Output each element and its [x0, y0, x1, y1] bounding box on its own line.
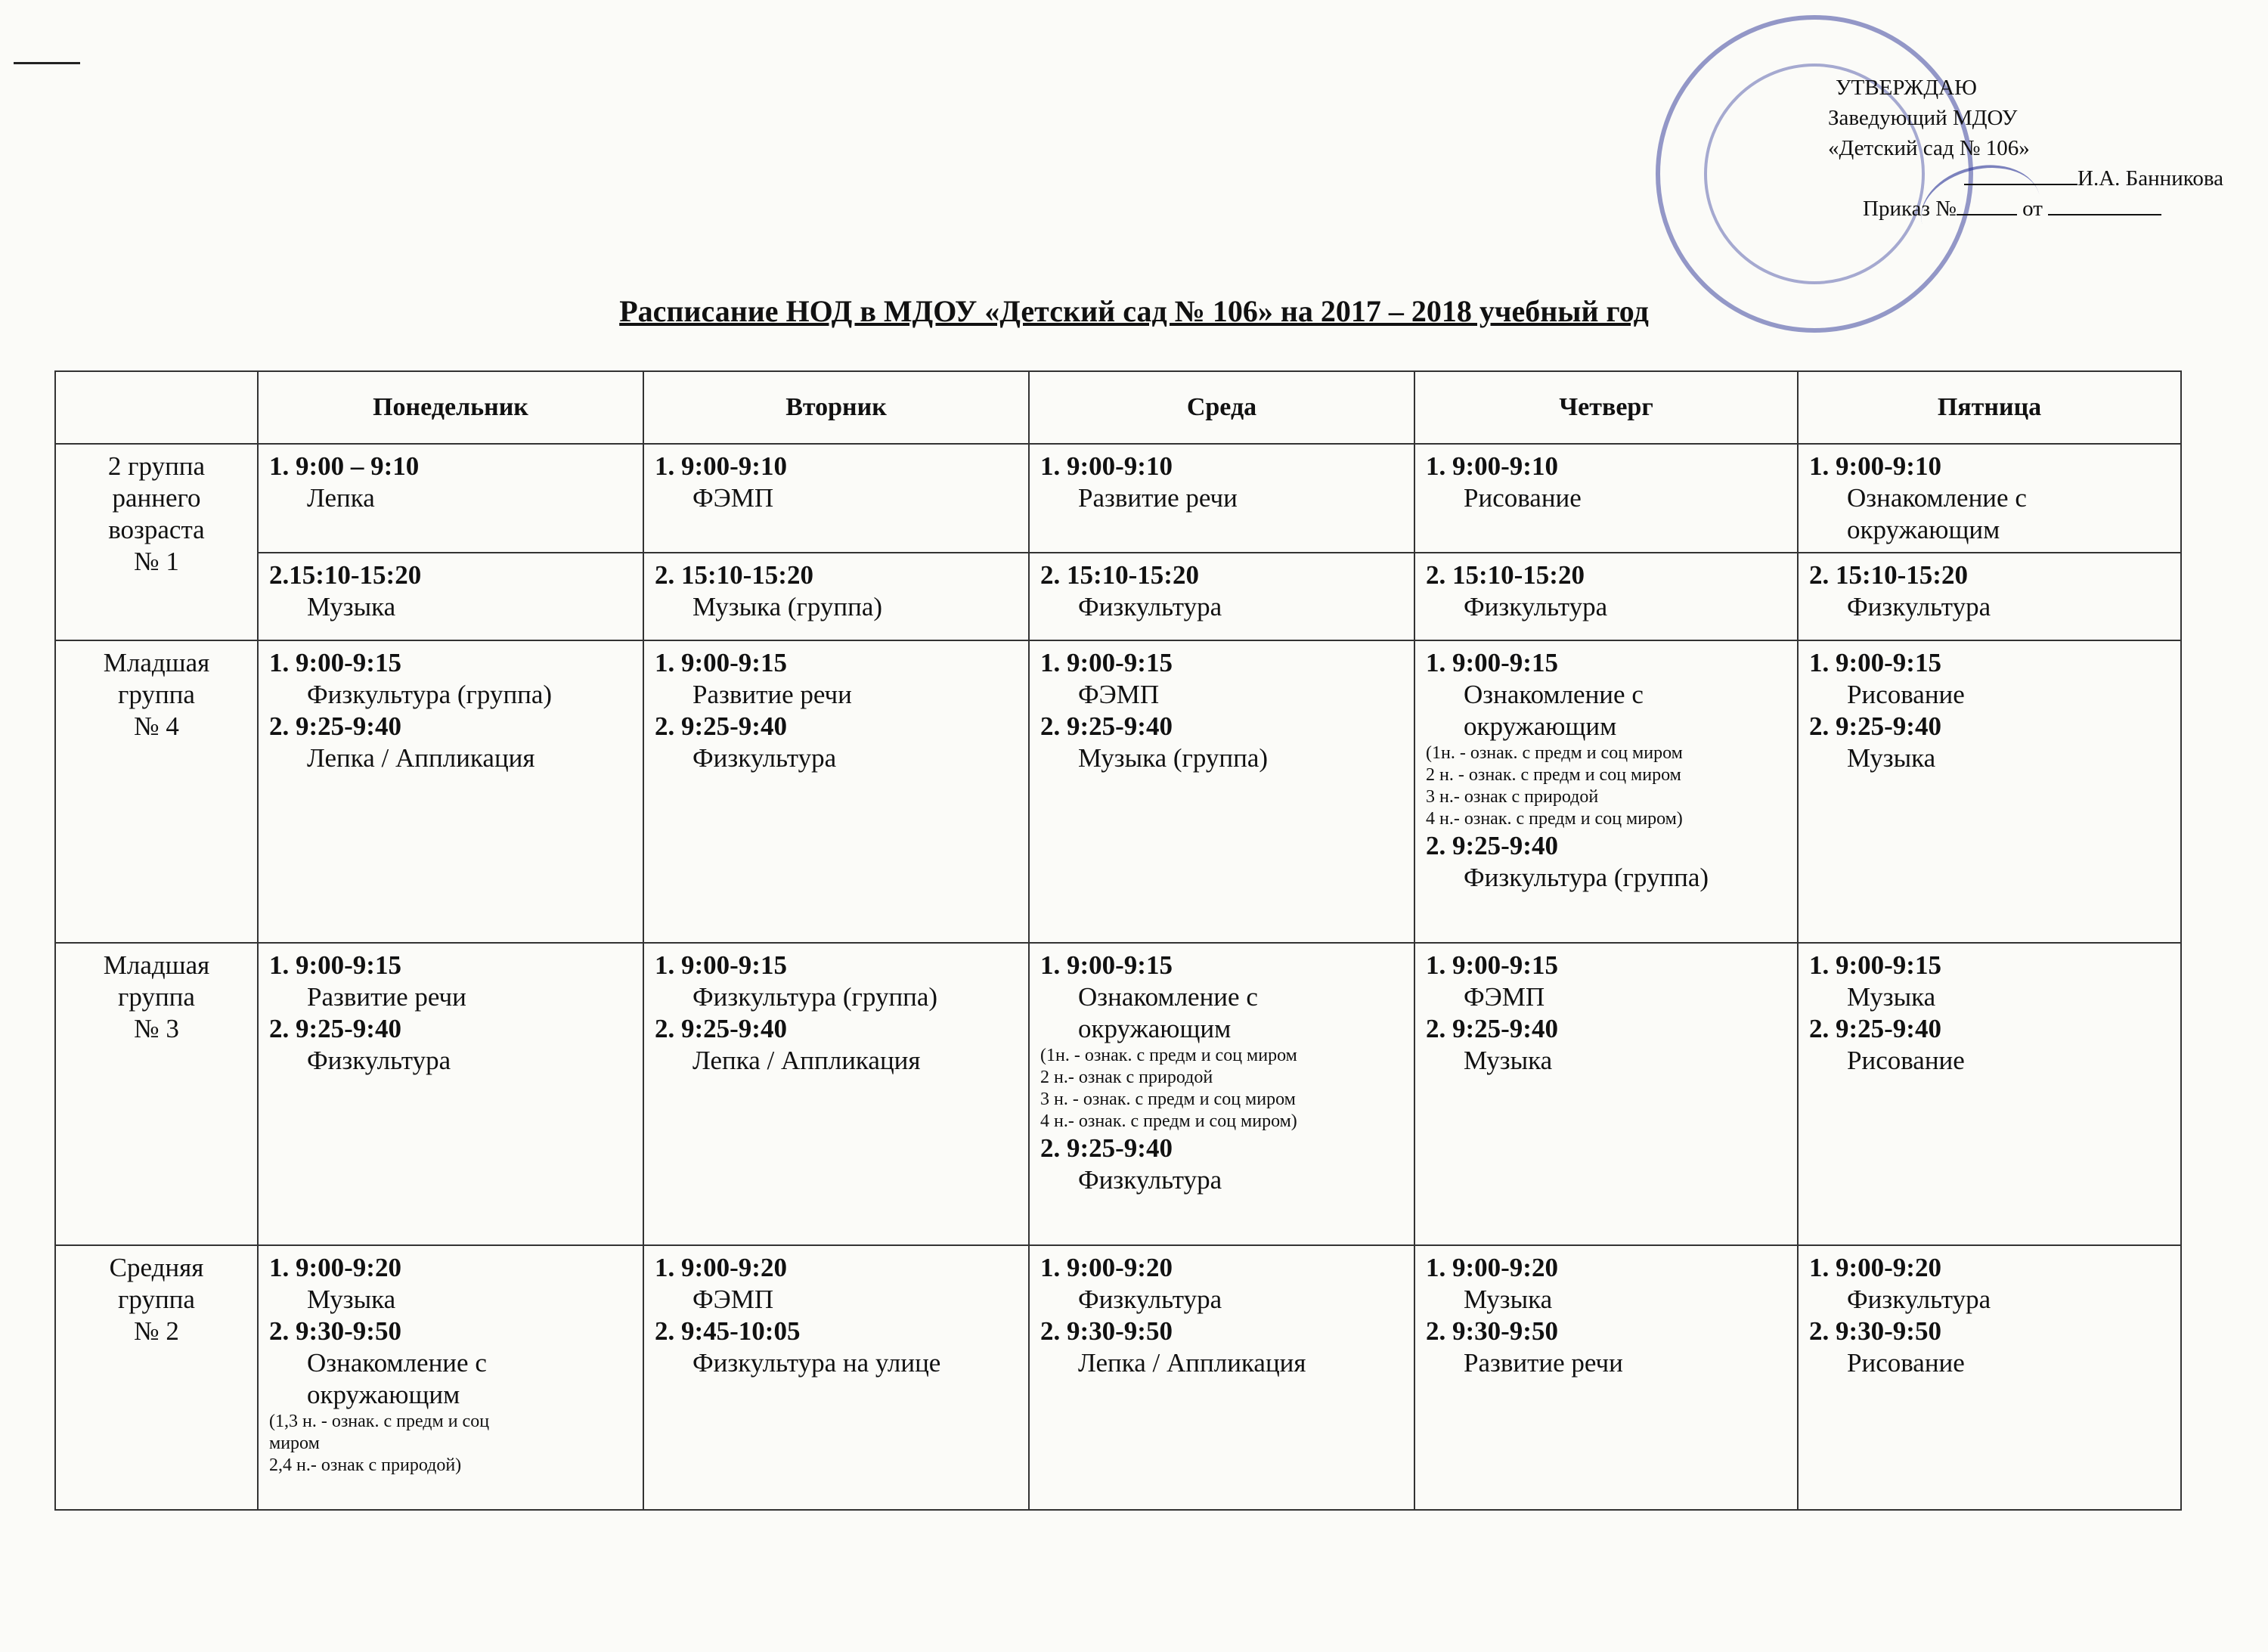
approval-position: Заведующий МДОУ: [1828, 106, 2018, 130]
group-name: 2 группа раннего возраста № 1: [55, 444, 258, 640]
lesson-cell: 1. 9:00-9:15 Физкультура (группа) 2. 9:25-9:40 Лепка / Аппликация: [258, 640, 643, 943]
lesson-cell: 1. 9:00-9:20 ФЭМП 2. 9:45-10:05 Физкультура на улице: [643, 1245, 1029, 1510]
lesson-cell: 1. 9:00-9:10 ФЭМП: [643, 444, 1029, 553]
lesson-cell: 1. 9:00-9:15 Развитие речи 2. 9:25-9:40 Физкультура: [258, 943, 643, 1245]
document-title: Расписание НОД в МДОУ «Детский сад № 106» на 2017 – 2018 учебный год: [619, 294, 1649, 328]
lesson-cell: 2. 15:10-15:20 Физкультура: [1414, 553, 1798, 640]
page-edge-mark: [14, 62, 80, 64]
group-name: Средняя группа № 2: [55, 1245, 258, 1510]
group-name: Младшая группа № 4: [55, 640, 258, 943]
lesson-cell: 2. 15:10-15:20 Физкультура: [1798, 553, 2181, 640]
header-day: Пятница: [1798, 371, 2181, 444]
lesson-cell: 1. 9:00-9:10 Ознакомление с окружающим: [1798, 444, 2181, 553]
lesson-cell: 1. 9:00-9:15 Физкультура (группа) 2. 9:25-9:40 Лепка / Аппликация: [643, 943, 1029, 1245]
header-day: Вторник: [643, 371, 1029, 444]
lesson-cell: 1. 9:00 – 9:10 Лепка: [258, 444, 643, 553]
header-day: Четверг: [1414, 371, 1798, 444]
lesson-cell: 1. 9:00-9:15 ФЭМП 2. 9:25-9:40 Музыка: [1414, 943, 1798, 1245]
table-row: [55, 444, 2181, 553]
lesson-cell: 2.15:10-15:20 Музыка: [258, 553, 643, 640]
approval-block: [1828, 73, 2224, 224]
lesson-cell: 1. 9:00-9:20 Музыка 2. 9:30-9:50 Ознакомление с окружающим (1,3 н. - ознак. с предм и соц миром 2,4 н.- ознак с природой): [258, 1245, 643, 1510]
approval-from-label: от: [2022, 197, 2043, 221]
table-row: [55, 943, 2181, 1245]
lesson-cell: 1. 9:00-9:15 Рисование 2. 9:25-9:40 Музыка: [1798, 640, 2181, 943]
table-row: [55, 1245, 2181, 1510]
table-row: [55, 553, 2181, 640]
lesson-cell: 1. 9:00-9:20 Музыка 2. 9:30-9:50 Развитие речи: [1414, 1245, 1798, 1510]
table-header-row: [55, 371, 2181, 444]
header-day: Среда: [1029, 371, 1414, 444]
header-day: Понедельник: [258, 371, 643, 444]
approval-org: «Детский сад № 106»: [1828, 136, 2030, 160]
approval-name: И.А. Банникова: [2077, 166, 2224, 191]
approval-order-label: Приказ №: [1863, 197, 1957, 221]
lesson-cell: 1. 9:00-9:15 ФЭМП 2. 9:25-9:40 Музыка (группа): [1029, 640, 1414, 943]
lesson-cell: 1. 9:00-9:15 Развитие речи 2. 9:25-9:40 Физкультура: [643, 640, 1029, 943]
lesson-cell: 2. 15:10-15:20 Музыка (группа): [643, 553, 1029, 640]
lesson-cell: 1. 9:00-9:10 Развитие речи: [1029, 444, 1414, 553]
group-name: Младшая группа № 3: [55, 943, 258, 1245]
lesson-cell: 1. 9:00-9:15 Музыка 2. 9:25-9:40 Рисование: [1798, 943, 2181, 1245]
header-empty: [55, 371, 258, 444]
lesson-cell: 1. 9:00-9:15 Ознакомление с окружающим (1н. - ознак. с предм и соц миром 2 н. - ознак. с предм и соц миром 3 н.- ознак с природой 4 н.- ознак. с предм и соц миром) 2. 9:25-9:40 Физкультура (группа): [1414, 640, 1798, 943]
lesson-cell: 1. 9:00-9:15 Ознакомление с окружающим (1н. - ознак. с предм и соц миром 2 н.- ознак с природой 3 н. - ознак. с предм и соц миром 4 н.- ознак. с предм и соц миром) 2. 9:25-9:40 Физкультура: [1029, 943, 1414, 1245]
lesson-cell: 1. 9:00-9:10 Рисование: [1414, 444, 1798, 553]
lesson-cell: 1. 9:00-9:20 Физкультура 2. 9:30-9:50 Лепка / Аппликация: [1029, 1245, 1414, 1510]
schedule-table: [54, 370, 2182, 1511]
lesson-cell: 1. 9:00-9:20 Физкультура 2. 9:30-9:50 Рисование: [1798, 1245, 2181, 1510]
lesson-cell: 2. 15:10-15:20 Физкультура: [1029, 553, 1414, 640]
table-row: [55, 640, 2181, 943]
approval-approve: УТВЕРЖДАЮ: [1836, 76, 1977, 100]
